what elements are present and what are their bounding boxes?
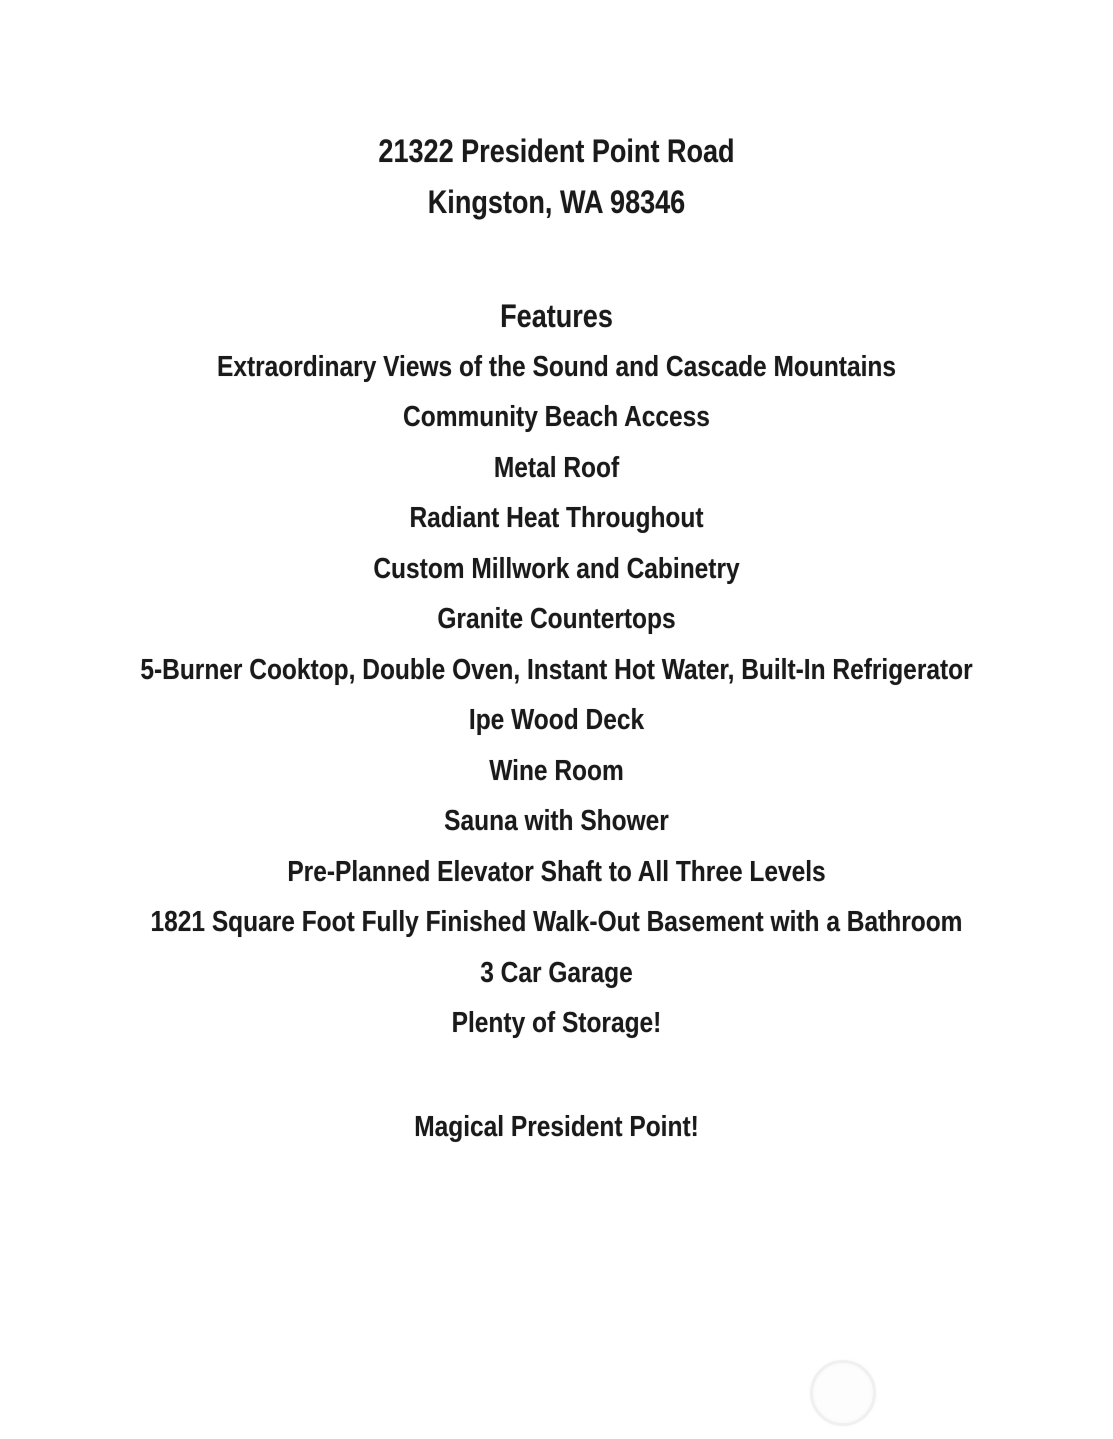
features-list [0,342,1113,1049]
watermark-circle [810,1360,876,1426]
feature-item: Radiant Heat Throughout [409,502,704,534]
feature-item: Ipe Wood Deck [468,704,645,736]
feature-item: Custom Millwork and Cabinetry [373,552,740,585]
address-line1: 21322 President Point Road [378,133,735,169]
feature-item: 5-Burner Cooktop, Double Oven, Instant Hot Water, Built-In Refrigerator [140,653,973,686]
feature-item: 1821 Square Foot Fully Finished Walk-Out Basement with a Bathroom [150,906,963,938]
feature-item: Plenty of Storage! [451,1007,662,1039]
feature-item: Sauna with Shower [444,805,669,837]
feature-item: Metal Roof [493,451,620,484]
feature-item: Extraordinary Views of the Sound and Cascade Mountains [216,350,897,383]
tagline: Magical President Point! [414,1110,699,1143]
feature-item: Community Beach Access [403,401,710,433]
feature-item: 3 Car Garage [480,956,633,989]
feature-item: Pre-Planned Elevator Shaft to All Three Levels [287,855,826,888]
feature-item: Wine Room [489,754,624,787]
features-heading: Features [500,298,613,334]
feature-item: Granite Countertops [437,603,676,635]
address-line2: Kingston, WA 98346 [427,183,686,220]
